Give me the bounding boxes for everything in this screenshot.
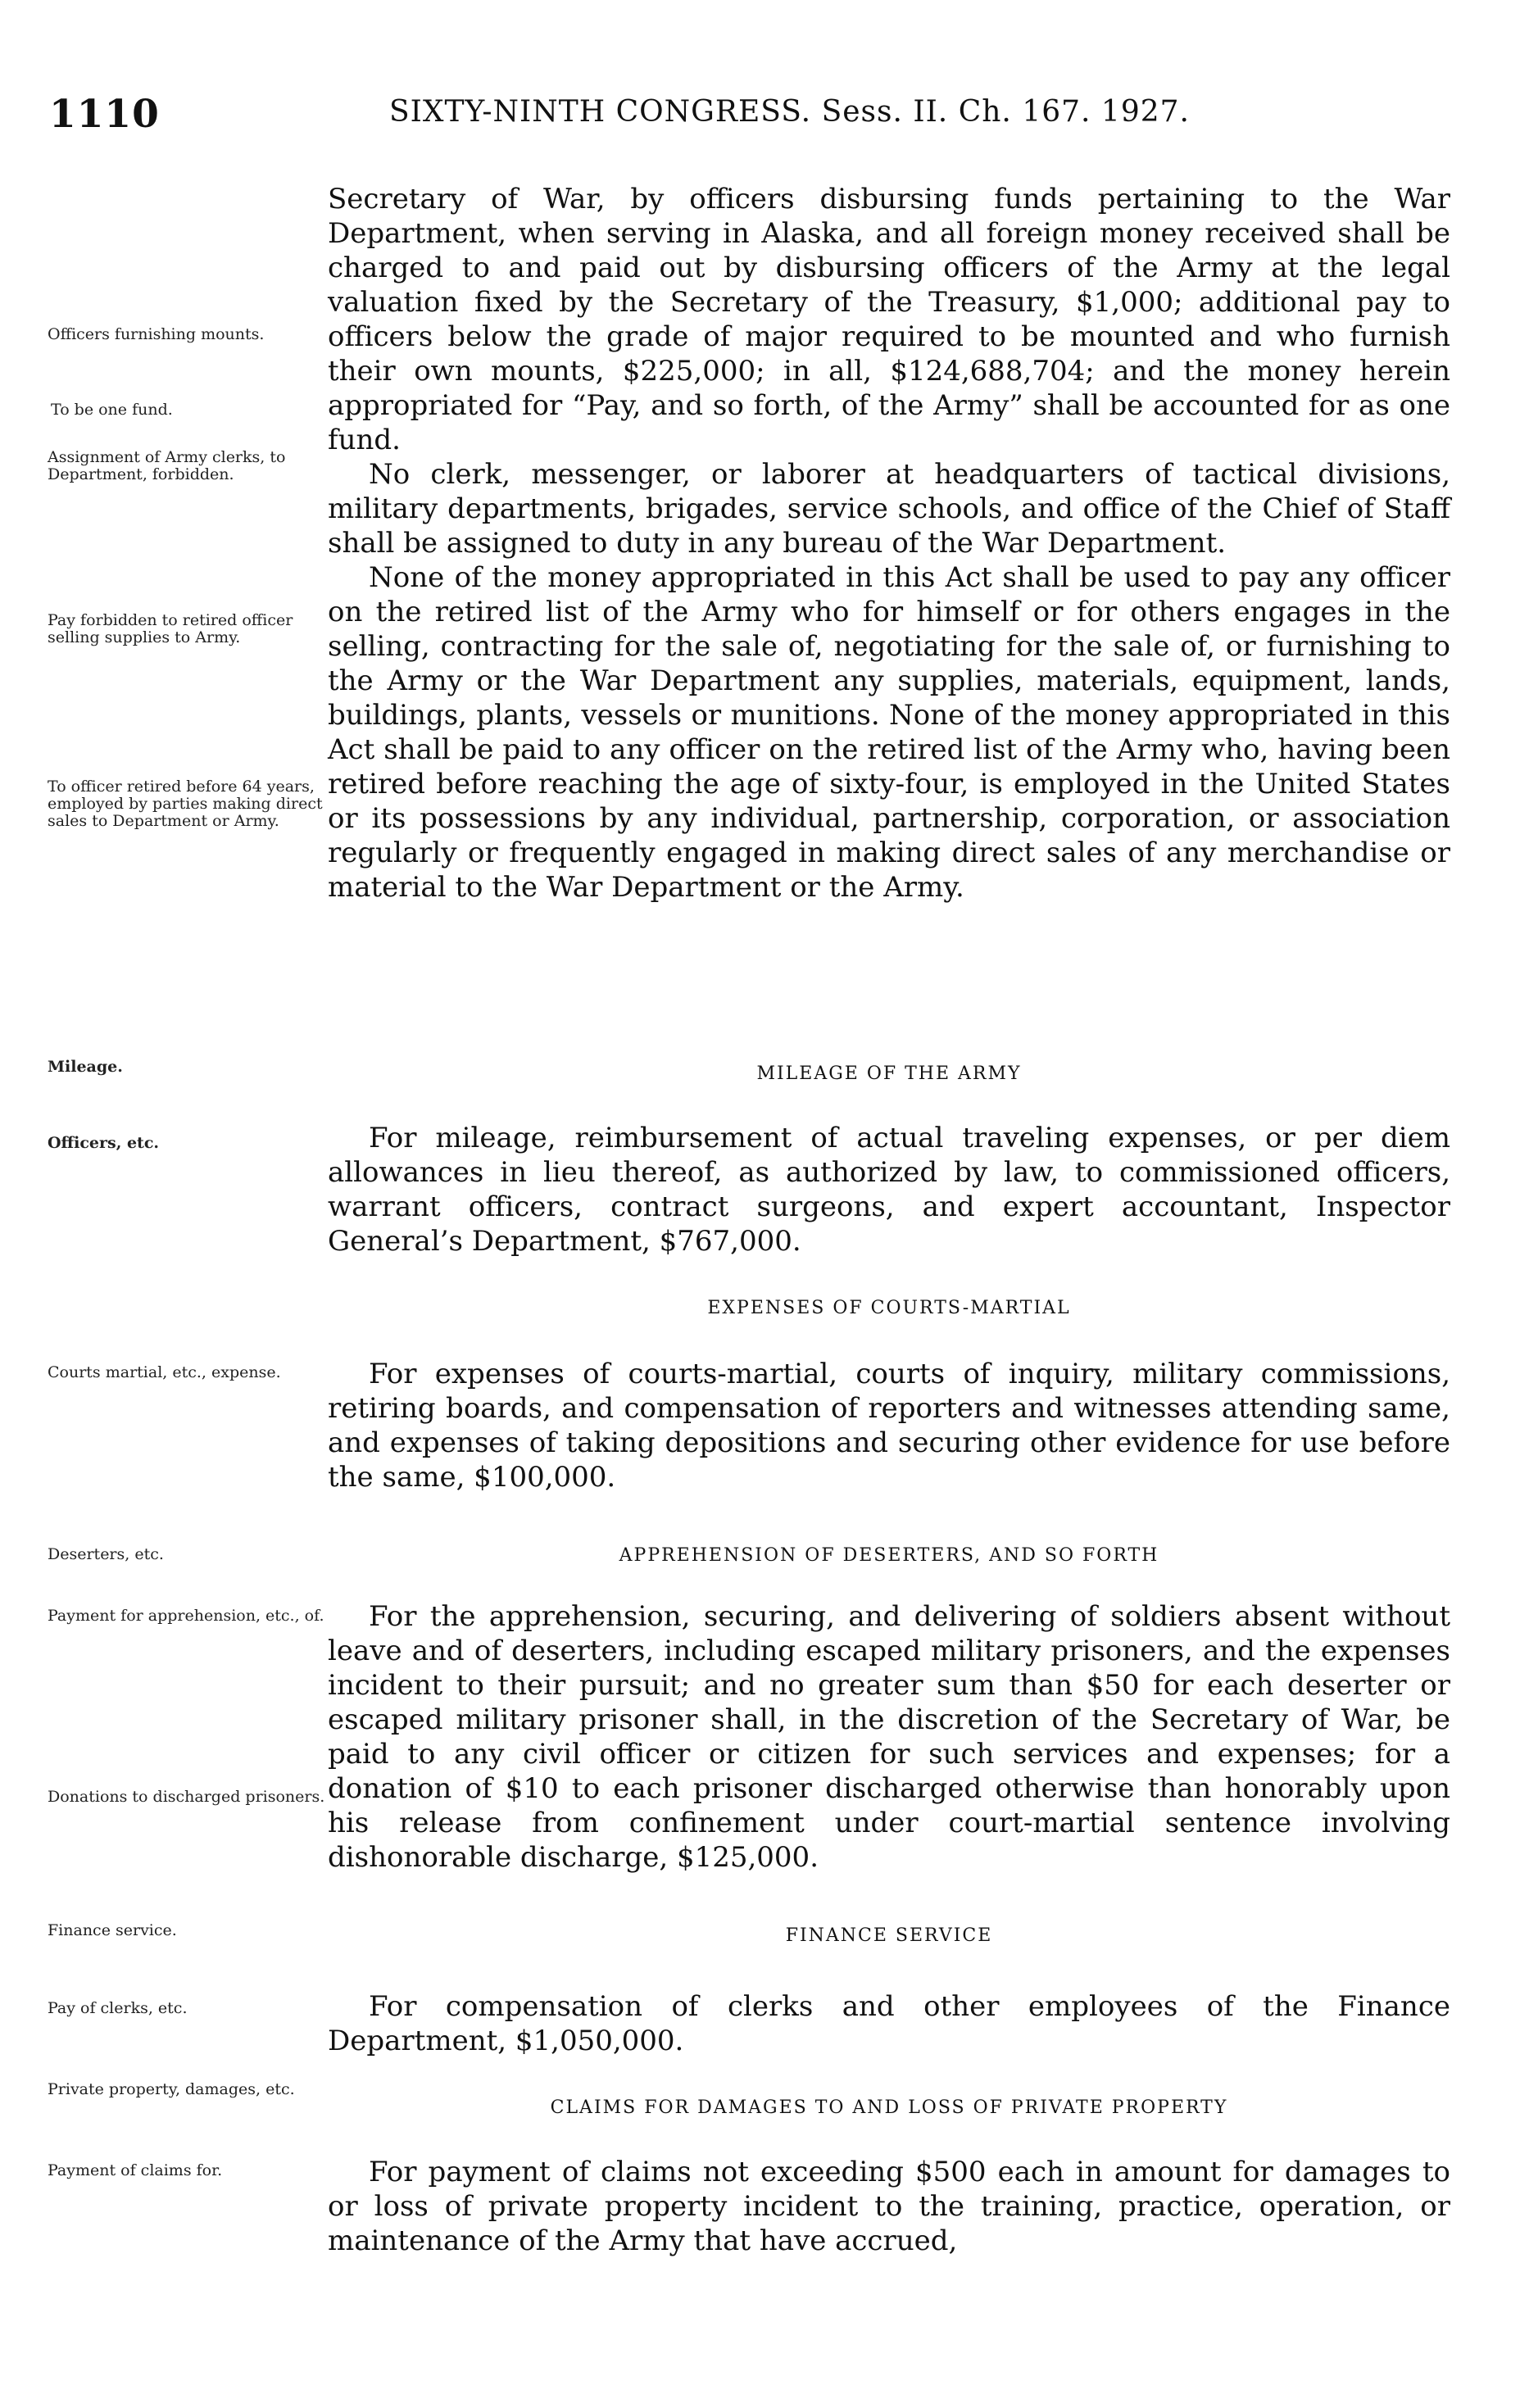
paragraph: For compensation of clerks and other employees of the Finance Department, $1,050,000.	[328, 1990, 1450, 2057]
page-number: 1110	[49, 92, 160, 137]
text-block-deserters	[328, 1599, 1450, 1875]
paragraph: No clerk, messenger, or laborer at headquarters of tactical divisions, military departments, brigades, service schools, and office of the Chief of Staff shall be assigned to duty in any bureau of the War Department.	[328, 458, 1450, 560]
margin-note: To officer retired before 64 years, employed by parties making direct sales to Department or Army.	[48, 778, 323, 830]
page-header	[49, 92, 1459, 141]
margin-note: Payment for apprehension, etc., of.	[48, 1607, 324, 1625]
margin-note: Officers, etc.	[48, 1134, 160, 1152]
section-heading: FINANCE SERVICE	[785, 1925, 993, 1946]
text-block-mileage	[328, 1121, 1450, 1258]
running-head: SIXTY-NINTH CONGRESS. Sess. II. Ch. 167. 1927.	[389, 95, 1190, 129]
section-heading: MILEAGE OF THE ARMY	[756, 1063, 1022, 1084]
text-block-courts	[328, 1357, 1450, 1494]
section-heading: CLAIMS FOR DAMAGES TO AND LOSS OF PRIVATE PROPERTY	[550, 2097, 1228, 2118]
margin-note: Pay forbidden to retired officer selling supplies to Army.	[48, 611, 293, 646]
margin-note: To be one fund.	[51, 401, 173, 419]
text-block-finance	[328, 1989, 1450, 2058]
margin-note: Mileage.	[48, 1058, 123, 1076]
margin-note: Private property, damages, etc.	[48, 2080, 295, 2098]
section-heading: EXPENSES OF COURTS-MARTIAL	[707, 1298, 1071, 1318]
section-heading: APPREHENSION OF DESERTERS, AND SO FORTH	[619, 1545, 1159, 1566]
text-block-pay	[328, 182, 1450, 905]
margin-note: Deserters, etc.	[48, 1545, 164, 1563]
margin-note: Payment of claims for.	[48, 2161, 223, 2179]
paragraph: For payment of claims not exceeding $500 each in amount for damages to or loss of private property incident to the training, practice, operation, or maintenance of the Army that have accrued,	[328, 2156, 1450, 2257]
margin-note: Courts martial, etc., expense.	[48, 1363, 281, 1381]
paragraph: Secretary of War, by officers disbursing funds pertaining to the War Department, when serving in Alaska, and all foreign money received shall be charged to and paid out by disbursing officers of the Army at the legal valuation fixed by the Secretary of the Treasury, $1,000; additional pay to officers below the grade of major required to be mounted and who furnish their own mounts, $225,000; in all, $124,688,704; and the money herein appropriated for “Pay, and so forth, of the Army” shall be accounted for as one fund.	[328, 183, 1450, 456]
paragraph: For the apprehension, securing, and delivering of soldiers absent without leave and of deserters, including escaped military prisoners, and the expenses incident to their pursuit; and no greater sum than $50 for each deserter or escaped military prisoner shall, in the discretion of the Secretary of War, be paid to any civil officer or citizen for such services and expenses; for a donation of $10 to each prisoner discharged otherwise than honorably upon his release from confinement under court-martial sentence involving dishonorable discharge, $125,000.	[328, 1600, 1450, 1874]
text-block-claims	[328, 2155, 1450, 2258]
paragraph: For expenses of courts-martial, courts of inquiry, military commissions, retiring boards, and compensation of reporters and witnesses attending same, and expenses of taking depositions and securing other evidence for use before the same, $100,000.	[328, 1358, 1450, 1494]
margin-note: Finance service.	[48, 1921, 177, 1939]
margin-note: Assignment of Army clerks, to Department, forbidden.	[48, 448, 286, 483]
margin-note: Donations to discharged prisoners.	[48, 1788, 325, 1806]
paragraph: None of the money appropriated in this Act shall be used to pay any officer on the retired list of the Army who for himself or for others engages in the selling, contracting for the sale of, negotiating for the sale of, or furnishing to the Army or the War Department any supplies, materials, equipment, lands, buildings, plants, vessels or munitions. None of the money appropriated in this Act shall be paid to any officer on the retired list of the Army who, having been retired before reaching the age of sixty-four, is employed in the United States or its possessions by any individual, partnership, corporation, or association regularly or frequently engaged in making direct sales of any merchandise or material to the War Department or the Army.	[328, 561, 1450, 904]
margin-note: Officers furnishing mounts.	[48, 325, 265, 343]
paragraph: For mileage, reimbursement of actual traveling expenses, or per diem allowances in lieu thereof, as authorized by law, to commissioned officers, warrant officers, contract surgeons, and expert accountant, Inspector General’s Department, $767,000.	[328, 1122, 1450, 1258]
margin-note: Pay of clerks, etc.	[48, 1999, 188, 2017]
